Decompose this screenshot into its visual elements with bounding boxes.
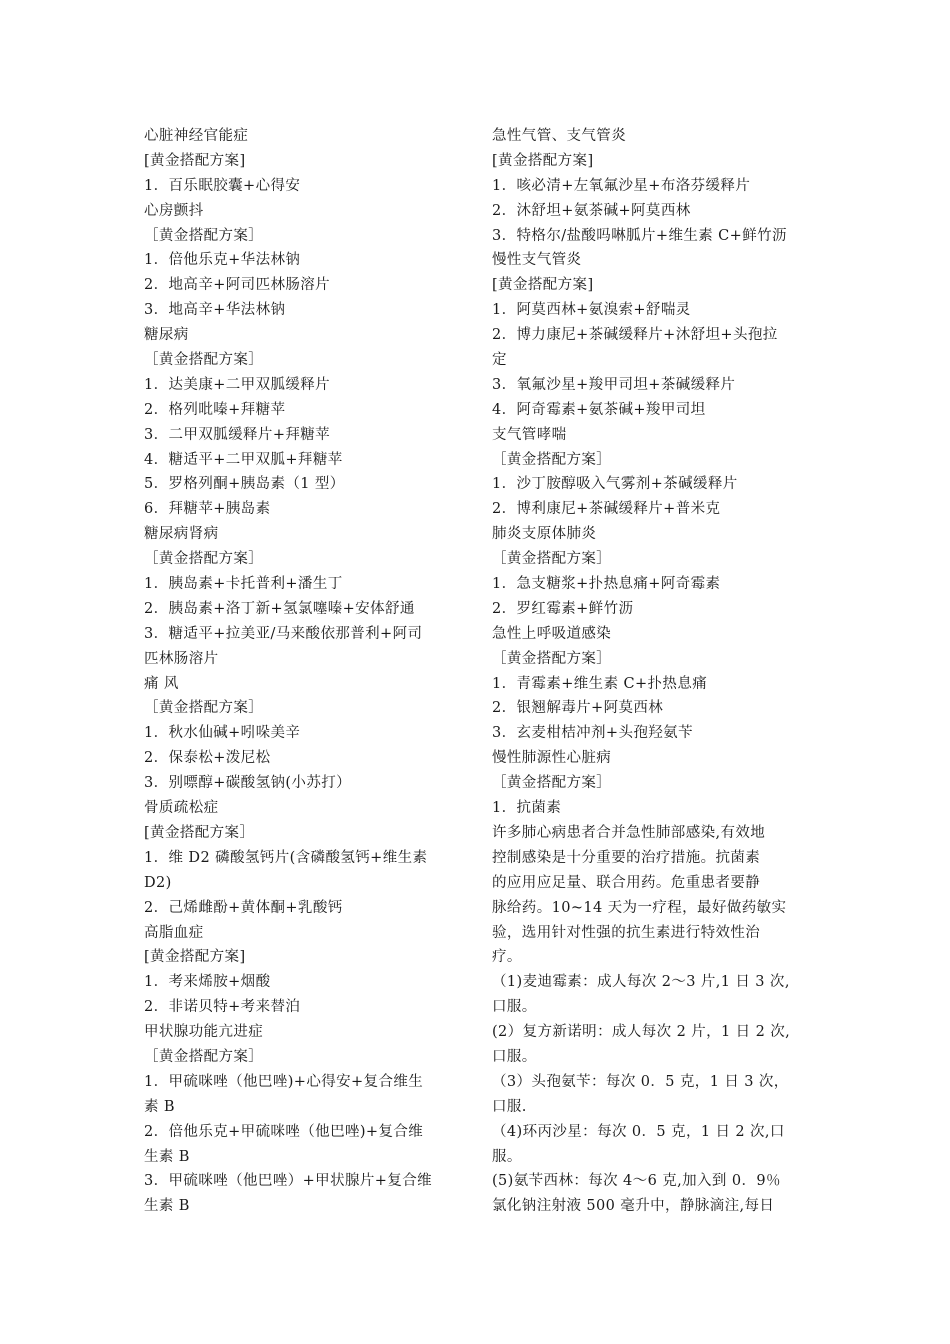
left-column-line: ［黄金搭配方案］ [144,1048,264,1065]
left-column-line: 2．格列吡嗪+拜糖苹 [144,401,286,418]
right-column-line: ［黄金搭配方案］ [492,551,612,568]
left-column-line: ［黄金搭配方案］ [144,352,264,369]
left-column-line: 3．甲硫咪唑（他巴唑）+甲状腺片+复合维 [144,1173,433,1190]
left-column-line: ［黄金搭配方案］ [144,551,264,568]
right-column-line: 慢性肺源性心脏病 [492,750,612,767]
left-column-line: 2．保泰松+泼尼松 [144,750,271,767]
right-column-line: （4)环丙沙星：每次 0．5 克，1 日 2 次,口 [492,1123,785,1140]
right-column-line: 2．罗红霉素+鲜竹沥 [492,600,634,617]
left-column-line: 心房颤抖 [144,202,204,219]
left-column-line: [黄金搭配方案］ [144,824,255,841]
left-column-line: 2．己烯雌酚+黄体酮+乳酸钙 [144,899,343,916]
right-column-line: [黄金搭配方案] [492,152,594,169]
left-column-line: 素 B [144,1098,175,1115]
right-column-line: 1．抗菌素 [492,800,562,817]
left-column-line: 1．维 D2 磷酸氢钙片(含磷酸氢钙+维生素 [144,849,428,866]
left-column-line: 1．百乐眠胶囊+心得安 [144,177,301,194]
left-column-line: 4．糖适平+二甲双胍+拜糖苹 [144,451,343,468]
left-column-line: 1．达美康+二甲双胍缓释片 [144,376,331,393]
right-column-line: （3）头孢氨苄：每次 0．5 克，1 日 3 次， [492,1073,789,1090]
right-column-line: 的应用应足量、联合用药。危重患者要静 [492,874,761,891]
left-column-line: 1．秋水仙碱+吲哚美辛 [144,725,301,742]
right-column-line: 1．沙丁胺醇吸入气雾剂+茶碱缓释片 [492,476,738,493]
right-column-line: 2．沐舒坦+氨茶碱+阿莫西林 [492,202,691,219]
right-column-line: 1．阿莫西林+氨溴索+舒喘灵 [492,302,691,319]
right-column-line: 口服。 [492,999,537,1016]
left-column-line: 骨质疏松症 [144,800,219,817]
right-column-line: 3．特格尔/盐酸吗啉胍片+维生素 C+鲜竹沥 [492,227,787,244]
left-column-line: 3．糖适平+拉美亚/马来酸依那普利+阿司 [144,625,423,642]
left-column-line: 5．罗格列酮+胰岛素（1 型） [144,476,345,493]
right-column-line: 急性上呼吸道感染 [492,625,612,642]
right-column-line: 脉给药。10~14 天为一疗程，最好做药敏实 [492,899,787,916]
right-column-line: 控制感染是十分重要的治疗措施。抗菌素 [492,849,761,866]
left-column-line: [黄金搭配方案] [144,152,246,169]
left-column-line: 3．地高辛+华法林钠 [144,302,286,319]
right-column-line: [黄金搭配方案] [492,277,594,294]
left-column-line: ［黄金搭配方案］ [144,700,264,717]
right-column-line: 口服. [492,1098,527,1115]
left-column-line: 心脏神经官能症 [144,128,249,144]
left-column-line: 2．倍他乐克+甲硫咪唑（他巴唑)+复合维 [144,1123,424,1140]
right-column-line: 慢性支气管炎 [492,252,582,269]
right-column-line: (5)氨苄西林：每次 4～6 克,加入到 0．9％ [492,1173,781,1190]
right-column-line: 2．博利康尼+茶碱缓释片+普米克 [492,501,721,518]
left-column-line: 甲状腺功能亢进症 [144,1024,264,1041]
left-column-line: 3．二甲双胍缓释片+拜糖苹 [144,426,331,443]
left-column-line: D2) [144,874,172,891]
left-column [144,124,464,1219]
left-column-line: 痛 风 [144,675,179,692]
left-column-line: 生素 B [144,1198,190,1215]
left-column-line: 3．别嘌醇+碳酸氢钠(小苏打） [144,775,352,792]
left-column-line: 1．甲硫咪唑（他巴唑)+心得安+复合维生 [144,1073,424,1090]
left-column-line: 2．非诺贝特+考来替泊 [144,999,301,1016]
left-column-line: 1．考来烯胺+烟酸 [144,974,271,991]
right-column-line: 疗。 [492,949,522,966]
left-column-line: 1．胰岛素+卡托普利+潘生丁 [144,576,343,593]
left-column-line: 糖尿病肾病 [144,526,219,543]
right-column-line: 4．阿奇霉素+氨茶碱+羧甲司坦 [492,401,706,418]
right-column-line: 3．玄麦柑桔冲剂+头孢羟氨苄 [492,725,693,742]
right-column-line: 口服。 [492,1048,537,1065]
left-column-line: 2．地高辛+阿司匹林肠溶片 [144,277,331,294]
right-column-line: ［黄金搭配方案］ [492,650,612,667]
left-column-line: 高脂血症 [144,924,204,941]
right-column-line: 验，选用针对性强的抗生素进行特效性治 [492,924,761,941]
right-column-line: 支气管哮喘 [492,426,567,443]
right-column-line: (2）复方新诺明：成人每次 2 片，1 日 2 次, [492,1024,791,1041]
left-column-line: 匹林肠溶片 [144,650,219,667]
right-column-line: 3．氧氟沙星+羧甲司坦+茶碱缓释片 [492,376,736,393]
right-column-line: 急性气管、支气管炎 [492,128,627,144]
right-column-line: 2．银翘解毒片+阿莫西林 [492,700,664,717]
right-column-line: 氯化钠注射液 500 毫升中，静脉滴注,每日 [492,1198,775,1215]
right-column-line: ［黄金搭配方案］ [492,451,612,468]
right-column-line: 1．青霉素+维生素 C+扑热息痛 [492,675,708,692]
left-column-line: 糖尿病 [144,327,189,344]
left-column-line: 6．拜糖苹+胰岛素 [144,501,271,518]
left-column-line: 2．胰岛素+洛丁新+氢氯噻嗪+安体舒通 [144,600,415,617]
left-column-line: [黄金搭配方案] [144,949,246,966]
right-column-line: 2．博力康尼+茶碱缓释片+沐舒坦+头孢拉 [492,327,778,344]
right-column-line: 肺炎支原体肺炎 [492,526,597,543]
right-column-line: 服。 [492,1148,522,1165]
right-column-line: 1．咳必清+左氧氟沙星+布洛芬缓释片 [492,177,751,194]
left-column-line: 生素 B [144,1148,190,1165]
left-column-line: ［黄金搭配方案］ [144,227,264,244]
right-column-line: 许多肺心病患者合并急性肺部感染,有效地 [492,824,766,841]
right-column [492,124,814,1219]
right-column-line: ［黄金搭配方案］ [492,775,612,792]
right-column-line: 定 [492,352,507,369]
right-column-line: （1)麦迪霉素：成人每次 2～3 片,1 日 3 次, [492,974,790,991]
left-column-line: 1．倍他乐克+华法林钠 [144,252,301,269]
right-column-line: 1．急支糖浆+扑热息痛+阿奇霉素 [492,576,721,593]
